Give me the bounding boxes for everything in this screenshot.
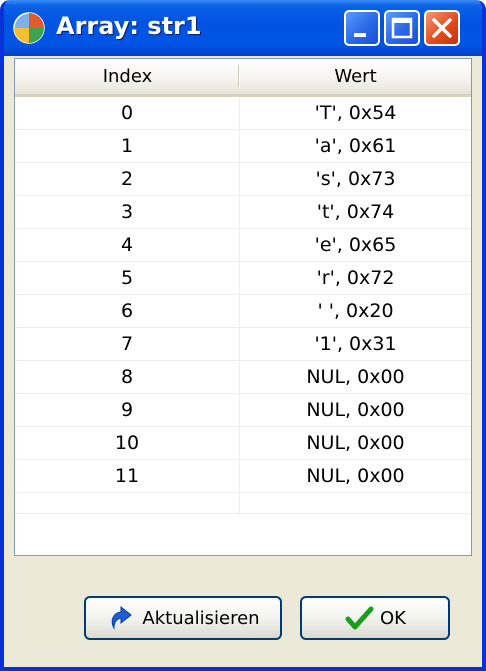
table-row[interactable] <box>15 262 471 295</box>
refresh-button-label: Aktualisieren <box>142 607 260 629</box>
index-cell: 1 <box>15 130 240 162</box>
ok-button-label: OK <box>380 607 406 629</box>
table-row[interactable] <box>15 229 471 262</box>
index-cell: 7 <box>15 328 240 360</box>
title-bar[interactable] <box>0 0 486 56</box>
table-row[interactable] <box>15 196 471 229</box>
ok-button[interactable] <box>300 596 450 640</box>
app-icon <box>12 11 46 45</box>
column-header-index[interactable]: Index <box>15 59 240 94</box>
value-cell: NUL, 0x00 <box>306 399 405 421</box>
table-row[interactable] <box>15 361 471 394</box>
index-cell: 3 <box>15 196 240 228</box>
column-header-value[interactable]: Wert <box>334 66 377 87</box>
table-row[interactable] <box>15 295 471 328</box>
refresh-button[interactable] <box>84 596 282 640</box>
index-cell: 5 <box>15 262 240 294</box>
table-row[interactable] <box>15 328 471 361</box>
index-cell: 2 <box>15 163 240 195</box>
list-header <box>15 59 471 97</box>
value-cell: 'a', 0x61 <box>314 135 397 157</box>
value-cell: 's', 0x73 <box>315 168 396 190</box>
value-cell: NUL, 0x00 <box>306 432 405 454</box>
refresh-arrow-icon <box>106 603 136 633</box>
value-cell: 't', 0x74 <box>316 201 395 223</box>
maximize-button[interactable] <box>384 10 420 46</box>
array-list[interactable] <box>14 58 472 556</box>
value-cell: '1', 0x31 <box>314 333 397 355</box>
close-icon <box>426 12 458 44</box>
window-title: Array: str1 <box>56 12 202 40</box>
index-cell: 11 <box>15 460 240 492</box>
index-cell: 9 <box>15 394 240 426</box>
table-row[interactable] <box>15 460 471 493</box>
index-cell: 4 <box>15 229 240 261</box>
value-cell-empty <box>240 493 471 513</box>
value-cell: 'T', 0x54 <box>314 102 397 124</box>
maximize-icon <box>386 12 418 44</box>
index-cell-empty <box>15 493 240 513</box>
table-row[interactable] <box>15 163 471 196</box>
index-cell: 8 <box>15 361 240 393</box>
checkmark-icon <box>344 603 374 633</box>
value-cell: NUL, 0x00 <box>306 366 405 388</box>
value-cell: 'e', 0x65 <box>314 234 397 256</box>
index-cell: 6 <box>15 295 240 327</box>
table-row[interactable] <box>15 427 471 460</box>
minimize-icon <box>346 12 378 44</box>
index-cell: 0 <box>15 97 240 129</box>
table-row[interactable] <box>15 97 471 130</box>
close-button[interactable] <box>424 10 460 46</box>
value-cell: 'r', 0x72 <box>316 267 395 289</box>
table-row[interactable] <box>15 394 471 427</box>
index-cell: 10 <box>15 427 240 459</box>
button-bar <box>4 560 482 667</box>
value-cell: ' ', 0x20 <box>317 300 394 322</box>
value-cell: NUL, 0x00 <box>306 465 405 487</box>
table-row[interactable] <box>15 130 471 163</box>
empty-row <box>15 493 471 514</box>
minimize-button[interactable] <box>344 10 380 46</box>
